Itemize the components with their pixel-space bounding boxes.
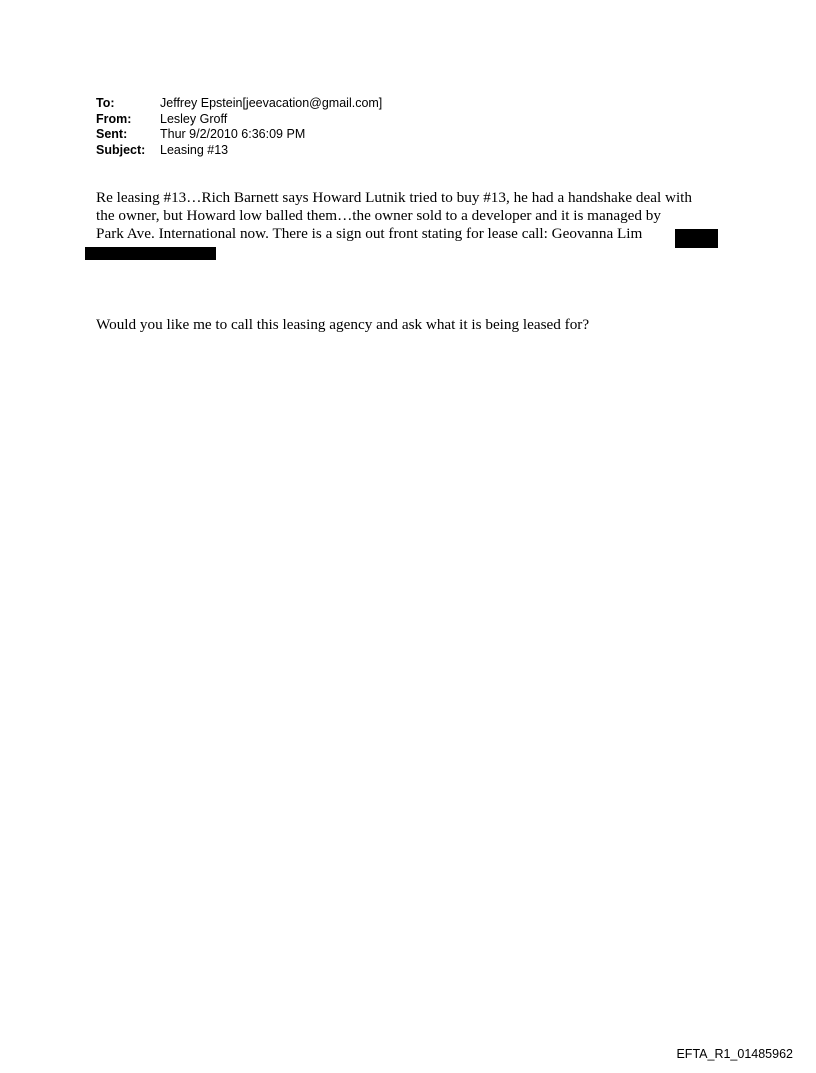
redaction-box	[85, 247, 216, 260]
body-line-1: Re leasing #13…Rich Barnett says Howard Lutnik tried to buy #13, he had a handshake deal with	[96, 189, 692, 206]
header-label-from: From:	[96, 111, 132, 126]
header-row-from	[96, 112, 382, 128]
header-label-to: To:	[96, 96, 115, 110]
email-header	[96, 96, 382, 158]
header-label-sent: Sent:	[96, 127, 128, 141]
email-body	[96, 189, 736, 243]
redaction-box	[675, 229, 718, 248]
header-row-sent	[96, 127, 382, 143]
header-value-sent: Thur 9/2/2010 6:36:09 PM	[160, 127, 306, 141]
header-row-to	[96, 96, 382, 112]
header-value-from: Lesley Groff	[160, 111, 228, 126]
email-question: Would you like me to call this leasing agency and ask what it is being leased for?	[96, 316, 590, 333]
body-line-3: Park Ave. International now. There is a sign out front stating for lease call: Geovanna Lim	[96, 225, 643, 242]
header-label-subject: Subject:	[96, 142, 146, 157]
header-row-subject	[96, 143, 382, 159]
header-value-subject: Leasing #13	[160, 142, 229, 157]
body-line-2: the owner, but Howard low balled them…the owner sold to a developer and it is managed by	[96, 207, 661, 224]
header-value-to: Jeffrey Epstein[jeevacation@gmail.com]	[160, 96, 383, 110]
document-id: EFTA_R1_01485962	[676, 1047, 793, 1061]
